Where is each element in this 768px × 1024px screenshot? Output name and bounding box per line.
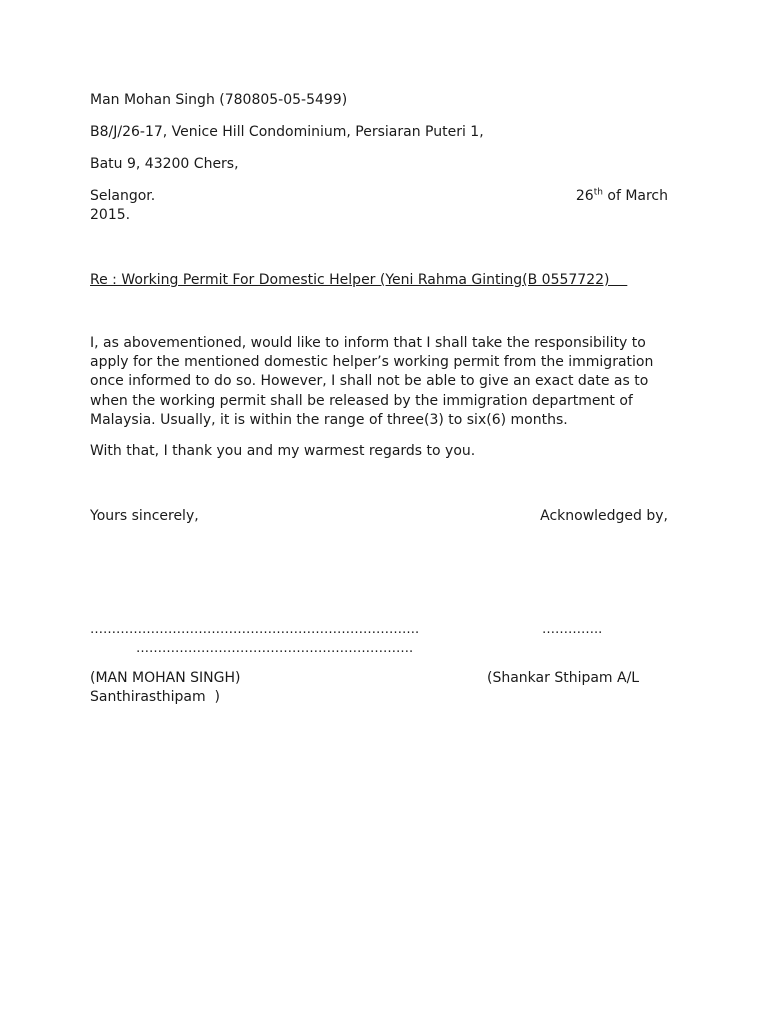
signatory-left-name: (MAN MOHAN SINGH) xyxy=(90,670,241,686)
date-month: of March xyxy=(607,188,668,204)
date-day: 26 xyxy=(575,188,594,204)
body-paragraph-2: With that, I thank you and my warmest regards to you. xyxy=(90,443,476,459)
letter-date xyxy=(576,187,668,206)
signature-line-left: …………………………………………………………………. xyxy=(90,622,420,637)
date-year: 2015. xyxy=(90,207,131,223)
sender-address-line3: Selangor. xyxy=(90,188,156,204)
date-suffix: th xyxy=(593,187,603,198)
closing-left: Yours sincerely, xyxy=(90,508,199,524)
signature-line-right-continued: ………………………………………………………. xyxy=(136,641,414,656)
subject-text: Re : Working Permit For Domestic Helper (Yeni Rahma Ginting(B 0557722) xyxy=(90,272,610,288)
sender-address-line1: B8/J/26-17, Venice Hill Condominium, Persiaran Puteri 1, xyxy=(90,124,484,140)
signatory-right-name-line1: (Shankar Sthipam A/L xyxy=(487,670,640,686)
subject-line xyxy=(90,271,627,290)
closing-right: Acknowledged by, xyxy=(540,508,668,524)
letter-page xyxy=(90,0,670,1024)
sender-address-line2: Batu 9, 43200 Chers, xyxy=(90,156,239,172)
signature-line-right: ………….. xyxy=(542,622,603,637)
body-paragraph-1: I, as abovementioned, would like to inform that I shall take the responsibility to apply for the mentioned domestic helper’s working permit from the immigration once informed to do so. However, I shall not be able to give an exact date as to when the working permit shall be released by the immigration department of Malaysia. Usually, it is within the range of three(3) to six(6) months. xyxy=(90,335,654,428)
sender-name: Man Mohan Singh (780805-05-5499) xyxy=(90,92,348,108)
signatory-right-name-line2: Santhirasthipam ) xyxy=(90,689,220,705)
